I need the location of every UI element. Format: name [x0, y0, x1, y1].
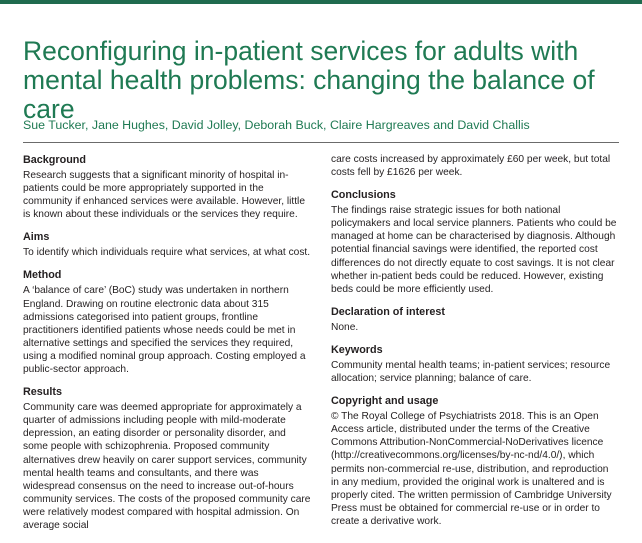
results-text-right: care costs increased by approximately £60 per week, but total costs fell by £1626 per week. [331, 154, 611, 179]
keywords-heading: Keywords [331, 343, 383, 356]
background-heading: Background [23, 154, 86, 166]
method-text: A ‘balance of care’ (BoC) study was undertaken in northern England. Drawing on routine electronic data about 315 admissions categorised into patient groups, frontline practitioners identified patients whose needs could be met in alternative settings and specified the services they required, using a modified nominal group approach. Costing employed a public-sector approach. [23, 285, 306, 376]
aims-heading: Aims [23, 231, 50, 244]
background-section [23, 154, 311, 221]
declaration-text: None. [331, 321, 359, 333]
right-column [331, 153, 619, 538]
aims-text: To identify which individuals require what services, at what cost. [23, 247, 311, 259]
article-title: Reconfiguring in-patient services for adults with mental health problems: changing the balance of care [23, 35, 595, 124]
results-heading: Results [23, 386, 63, 399]
keywords-section [331, 344, 619, 385]
background-text: Research suggests that a significant minority of hospital in-patients could be more appropriately supported in the community if enhanced services were available. However, little is known about these individuals or the services they require. [23, 170, 305, 221]
conclusions-section [331, 189, 619, 296]
results-text-left: Community care was deemed appropriate for approximately a quarter of admissions including people with mild-moderate depression, an eating disorder or personality disorder, and some people with schizophrenia. Proposed community alternatives drew heavily on carer support services, community mental health teams and consultants, and there was widespread consensus on the need to increase out-of-hours community services. The costs of the proposed community care were relatively modest compared with hospital admission. On average social [23, 402, 311, 531]
declaration-heading: Declaration of interest [331, 305, 445, 318]
copyright-heading: Copyright and usage [331, 395, 439, 408]
aims-section [23, 231, 311, 259]
copyright-section [331, 395, 619, 528]
copyright-text: © The Royal College of Psychiatrists 2018. This is an Open Access article, distributed under the terms of the Creative Commons Attribution-NonCommercial-NoDerivatives licence (http://creativecommons.org/licenses/by-nc-nd/4.0/), which permits non-commercial re-use, distribution, and reproduction in any medium, provided the original work is unaltered and is properly cited. The written permission of Cambridge University Press must be obtained for commercial re-use or in order to create a derivative work. [331, 411, 612, 527]
conclusions-text: The findings raise strategic issues for both national policymakers and local service planners. Patients who could be managed at home can be characterised by diagnosis. Although potential financial savings were identified, the reported cost differences do not directly equate to cost savings. It is not clear whether in-patient beds could be reduced. However, existing beds could be more efficiently used. [331, 205, 617, 295]
header-divider [23, 142, 619, 143]
article-authors: Sue Tucker, Jane Hughes, David Jolley, Deborah Buck, Claire Hargreaves and David Challis [23, 118, 530, 132]
keywords-text: Community mental health teams; in-patient services; resource allocation; service planning; balance of care. [331, 359, 611, 385]
results-section [23, 386, 311, 532]
conclusions-heading: Conclusions [331, 189, 396, 202]
top-accent-bar [0, 0, 642, 4]
method-heading: Method [23, 269, 62, 282]
declaration-section [331, 306, 619, 334]
left-column [23, 154, 311, 542]
method-section [23, 269, 311, 376]
